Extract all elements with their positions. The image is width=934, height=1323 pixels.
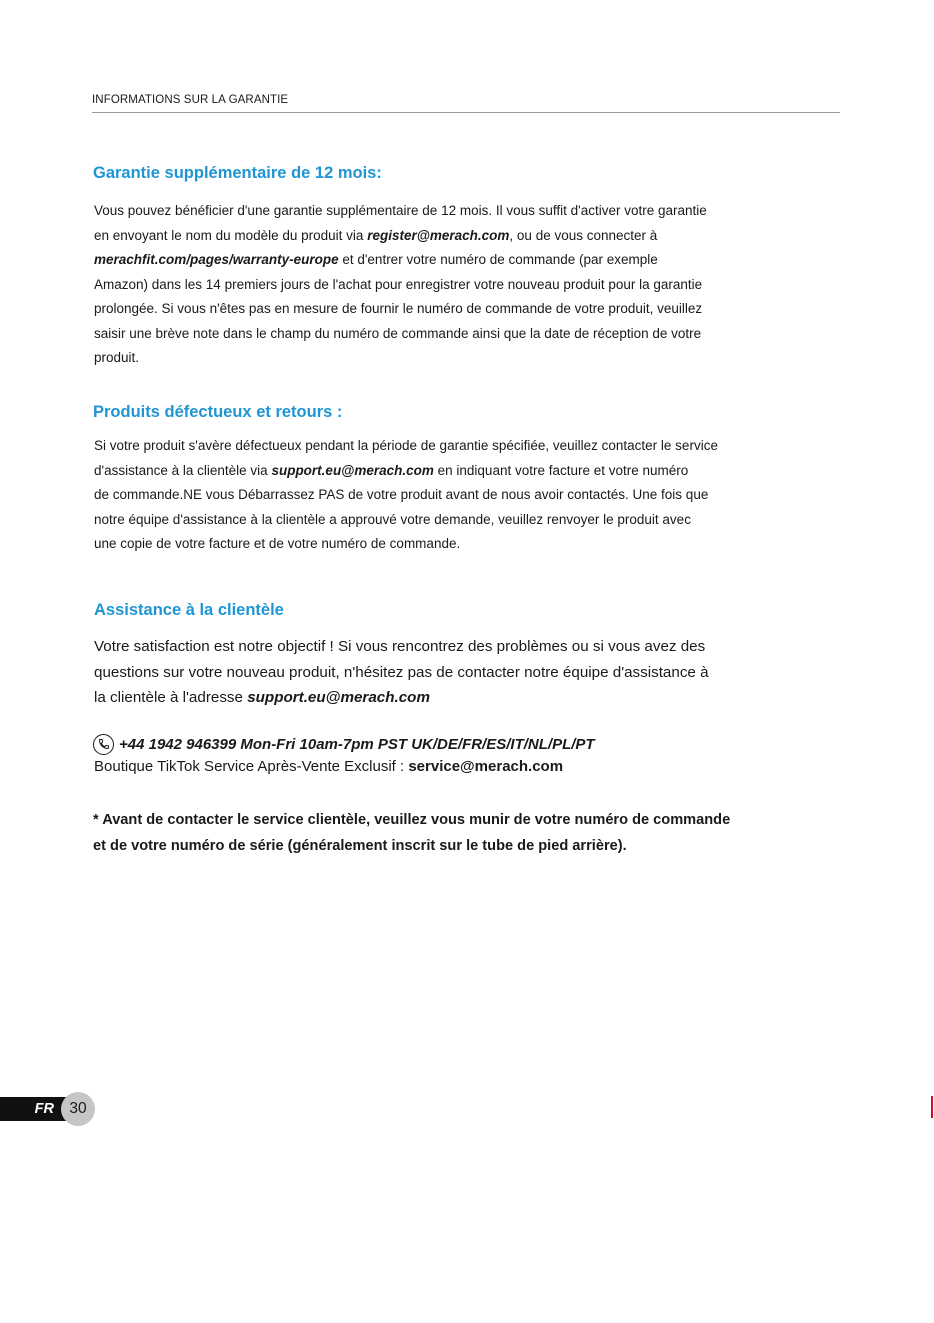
text-segment: la clientèle à l'adresse — [94, 689, 248, 706]
support-email-link[interactable]: support.eu@merach.com — [247, 689, 430, 706]
contact-note — [93, 807, 863, 859]
text-segment: , ou de vous connecter à — [509, 227, 658, 243]
text-line: Amazon) dans les 14 premiers jours de l'achat pour enregistrer votre nouveau produit pour la garantie — [94, 276, 703, 292]
tiktok-service-line — [94, 758, 563, 775]
text-segment: d'assistance à la clientèle via — [94, 462, 272, 478]
text-line — [94, 459, 874, 484]
text-line: Vous pouvez bénéficier d'une garantie supplémentaire de 12 mois. Il vous suffit d'activer votre garantie — [94, 203, 707, 218]
support-email-link[interactable]: support.eu@merach.com — [271, 462, 434, 478]
text-segment: et d'entrer votre numéro de commande (par exemple — [338, 252, 658, 267]
text-segment: en envoyant le nom du modèle du produit via — [94, 227, 368, 243]
tiktok-label: Boutique TikTok Service Après-Vente Exclusif : — [94, 758, 409, 775]
section-title-defective: Produits défectueux et retours : — [93, 403, 343, 421]
text-line: notre équipe d'assistance à la clientèle a approuvé votre demande, veuillez renvoyer le produit avec — [94, 511, 691, 527]
language-label: FR — [34, 1101, 54, 1117]
text-line — [94, 685, 874, 711]
text-line — [94, 224, 874, 249]
page-number-badge — [61, 1092, 95, 1126]
warranty-paragraph — [94, 199, 874, 371]
section-title-support: Assistance à la clientèle — [94, 601, 284, 619]
note-line: et de votre numéro de série (généralement inscrit sur le tube de pied arrière). — [93, 838, 627, 854]
warranty-url-link[interactable]: merachfit.com/pages/warranty-europe — [94, 252, 339, 267]
text-line: prolongée. Si vous n'êtes pas en mesure de fournir le numéro de commande de votre produit, veuillez — [94, 301, 703, 316]
text-line: de commande.NE vous Débarrassez PAS de votre produit avant de nous avoir contactés. Une fois que — [94, 487, 709, 502]
header-divider — [92, 112, 840, 113]
support-paragraph — [94, 634, 874, 711]
text-line — [94, 248, 874, 273]
note-line: * Avant de contacter le service clientèle, veuillez vous munir de votre numéro de commande — [93, 812, 731, 828]
text-line: Si votre produit s'avère défectueux pendant la période de garantie spécifiée, veuillez contacter le service — [94, 438, 718, 453]
text-line: questions sur votre nouveau produit, n'hésitez pas de contacter notre équipe d'assistance à — [94, 663, 709, 681]
phone-icon — [93, 734, 114, 755]
register-email-link[interactable]: register@merach.com — [367, 227, 510, 243]
edge-marker — [931, 1096, 933, 1118]
text-line: saisir une brève note dans le champ du numéro de commande ainsi que la date de réception de votre — [94, 325, 702, 341]
text-line: Votre satisfaction est notre objectif ! Si vous rencontrez des problèmes ou si vous avez des — [94, 638, 706, 655]
phone-glyph — [98, 738, 110, 750]
tiktok-email-link[interactable]: service@merach.com — [408, 758, 564, 775]
section-title-warranty: Garantie supplémentaire de 12 mois: — [93, 164, 382, 182]
text-segment: en indiquant votre facture et votre numéro — [433, 462, 689, 478]
text-line: une copie de votre facture et de votre numéro de commande. — [94, 536, 461, 551]
defective-paragraph — [94, 434, 874, 557]
text-line: produit. — [94, 350, 140, 365]
phone-number[interactable]: +44 1942 946399 Mon-Fri 10am-7pm PST UK/DE/FR/ES/IT/NL/PL/PT — [119, 735, 595, 753]
page-header-title: INFORMATIONS SUR LA GARANTIE — [92, 94, 289, 106]
footer-language-tab — [0, 1097, 70, 1121]
page-number: 30 — [69, 1100, 87, 1117]
phone-contact — [93, 732, 595, 756]
